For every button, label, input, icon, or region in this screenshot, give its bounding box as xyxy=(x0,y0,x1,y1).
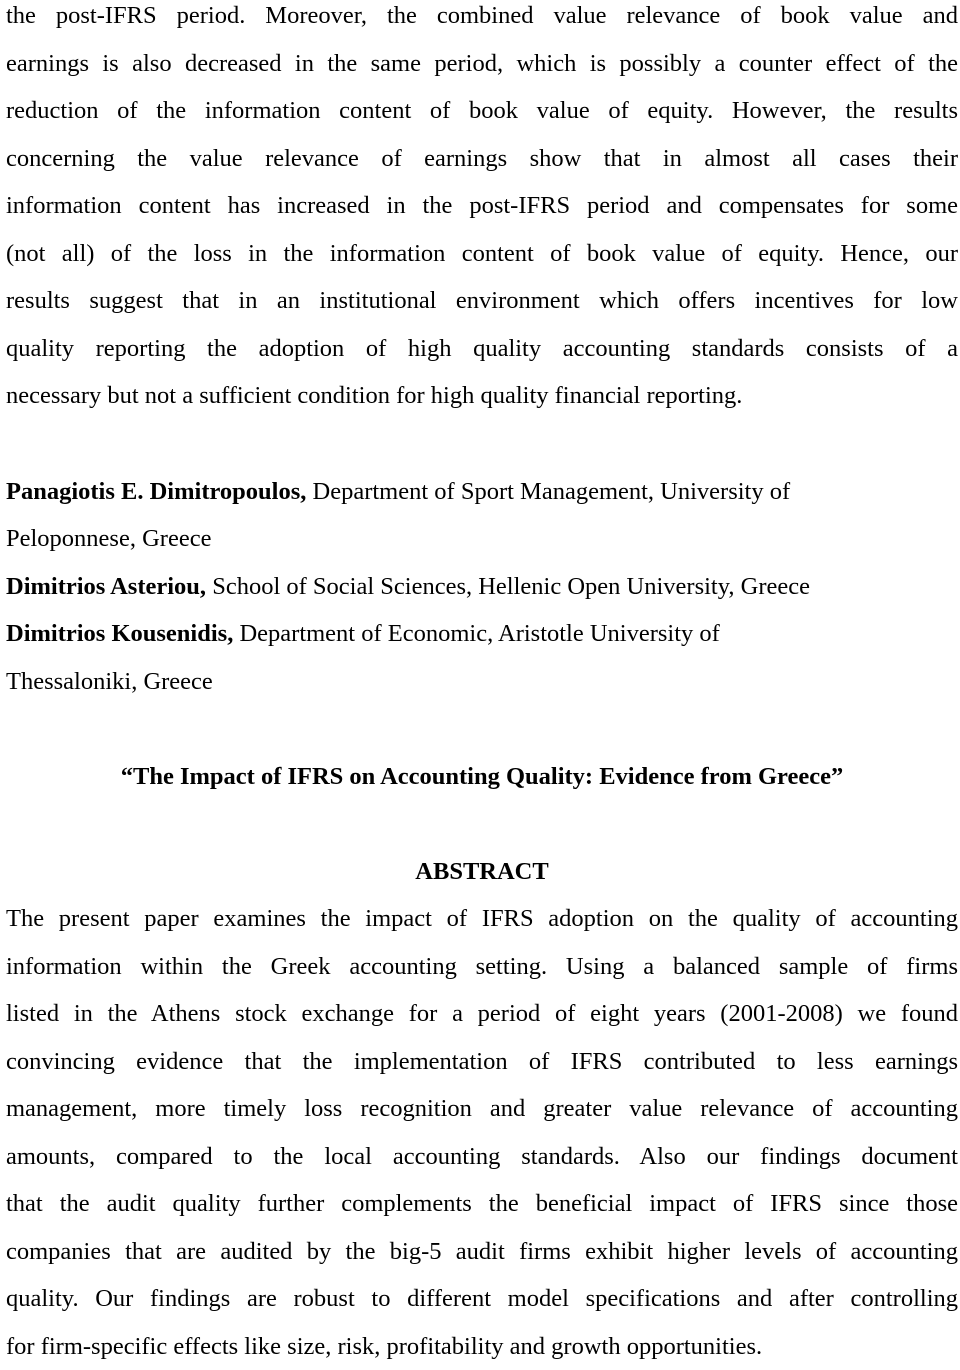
author-entry xyxy=(6,610,958,658)
author-list xyxy=(6,468,958,706)
abstract-paragraph xyxy=(6,895,958,1370)
abstract-text-line: management, more timely loss recognition and greater value relevance of accounting xyxy=(6,1085,958,1133)
body-text-line: information content has increased in the post-IFRS period and compensates for some xyxy=(6,182,958,230)
body-text-line: concerning the value relevance of earnings show that in almost all cases their xyxy=(6,135,958,183)
body-text-line: (not all) of the loss in the information content of book value of equity. Hence, our xyxy=(6,230,958,278)
body-text-line: necessary but not a sufficient condition for high quality financial reporting. xyxy=(6,372,958,420)
abstract-text-line: amounts, compared to the local accounting standards. Also our findings document xyxy=(6,1133,958,1181)
author-affiliation: Department of Economic, Aristotle University of xyxy=(233,620,719,647)
abstract-text-line: quality. Our findings are robust to different model specifications and after controlling xyxy=(6,1275,958,1323)
author-affiliation: School of Social Sciences, Hellenic Open University, Greece xyxy=(206,573,810,600)
body-text-line: reduction of the information content of book value of equity. However, the results xyxy=(6,87,958,135)
abstract-text-line: The present paper examines the impact of IFRS adoption on the quality of accounting xyxy=(6,895,958,943)
body-text-line: earnings is also decreased in the same period, which is possibly a counter effect of the xyxy=(6,40,958,88)
abstract-text-line: companies that are audited by the big-5 audit firms exhibit higher levels of accounting xyxy=(6,1228,958,1276)
abstract-heading: ABSTRACT xyxy=(6,848,958,896)
author-name: Dimitrios Kousenidis, xyxy=(6,620,233,647)
abstract-text-line: that the audit quality further complements the beneficial impact of IFRS since those xyxy=(6,1180,958,1228)
author-entry xyxy=(6,563,958,611)
author-entry xyxy=(6,468,958,516)
abstract-text-line: convincing evidence that the implementation of IFRS contributed to less earnings xyxy=(6,1038,958,1086)
author-affiliation-continued: Thessaloniki, Greece xyxy=(6,658,958,706)
document-page xyxy=(6,0,958,1370)
abstract-text-line: for firm-specific effects like size, risk, profitability and growth opportunities. xyxy=(6,1323,958,1370)
continuation-paragraph xyxy=(6,0,958,420)
paper-title: “The Impact of IFRS on Accounting Quality: Evidence from Greece” xyxy=(6,753,958,801)
author-affiliation-continued: Peloponnese, Greece xyxy=(6,515,958,563)
abstract-text-line: listed in the Athens stock exchange for a period of eight years (2001-2008) we found xyxy=(6,990,958,1038)
body-text-line: results suggest that in an institutional environment which offers incentives for low xyxy=(6,277,958,325)
author-name: Panagiotis E. Dimitropoulos, xyxy=(6,478,306,505)
body-text-line: the post-IFRS period. Moreover, the combined value relevance of book value and xyxy=(6,0,958,40)
author-affiliation: Department of Sport Management, University of xyxy=(306,478,790,505)
body-text-line: quality reporting the adoption of high quality accounting standards consists of a xyxy=(6,325,958,373)
abstract-text-line: information within the Greek accounting setting. Using a balanced sample of firms xyxy=(6,943,958,991)
author-name: Dimitrios Asteriou, xyxy=(6,573,206,600)
